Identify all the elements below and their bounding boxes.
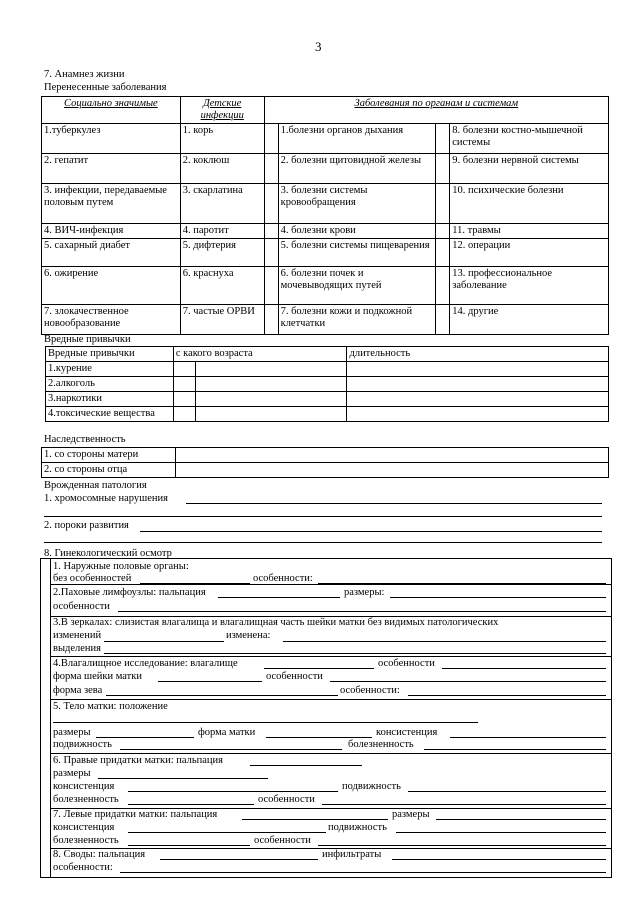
- check-cell[interactable]: [173, 392, 195, 407]
- changed-field[interactable]: [283, 641, 606, 642]
- section7-title: 7. Анамнез жизни: [44, 69, 125, 80]
- diseases-table: [41, 96, 609, 335]
- lymph-size-label: размеры:: [344, 587, 385, 598]
- discharge-label: выделения: [53, 643, 101, 654]
- cell-organ: 3. болезни системы кровообращения: [278, 184, 436, 224]
- check-cell[interactable]: [173, 377, 195, 392]
- table-row: [42, 184, 609, 224]
- duration-cell[interactable]: [347, 377, 609, 392]
- uterus-pain-field[interactable]: [424, 749, 606, 750]
- left-adnexa-features-field[interactable]: [318, 845, 606, 846]
- table-row: [46, 392, 609, 407]
- habits-title: Вредные привычки: [44, 334, 131, 345]
- discharge-field[interactable]: [104, 653, 606, 654]
- speculum-label: 3.В зеркалах: слизистая влагалища и влагалищная часть шейки матки без видимых патологических: [53, 617, 499, 628]
- check-cell[interactable]: [264, 124, 278, 154]
- check-cell[interactable]: [264, 239, 278, 267]
- cell-organ2: 11. травмы: [450, 224, 609, 239]
- uterus-position-field[interactable]: [53, 722, 478, 723]
- section7-subtitle: Перенесенные заболевания: [44, 82, 167, 93]
- cell-organ2: 12. операции: [450, 239, 609, 267]
- os-features-field[interactable]: [408, 695, 606, 696]
- check-cell[interactable]: [264, 154, 278, 184]
- right-adnexa-features-field[interactable]: [322, 804, 606, 805]
- lymph-features-field[interactable]: [118, 611, 606, 612]
- habits-header-name: Вредные привычки: [46, 347, 174, 362]
- vagina-features-label: особенности: [378, 658, 435, 669]
- duration-cell[interactable]: [347, 392, 609, 407]
- lymph-size-field[interactable]: [390, 597, 606, 598]
- cell-organ: 2. болезни щитовидной железы: [278, 154, 436, 184]
- fornix-label: 8. Своды: пальпация: [53, 849, 146, 860]
- left-adnexa-pain-field[interactable]: [128, 845, 250, 846]
- header-social: Социально значимые: [42, 97, 181, 124]
- vaginal-exam-label: 4.Влагалищное исследование: влагалище: [53, 658, 238, 669]
- habit-label: 3.наркотики: [46, 392, 174, 407]
- check-cell[interactable]: [173, 407, 195, 422]
- right-adnexa-consistency-field[interactable]: [128, 791, 338, 792]
- congenital-title: Врожденная патология: [44, 480, 147, 491]
- check-cell[interactable]: [264, 267, 278, 305]
- check-cell[interactable]: [173, 362, 195, 377]
- check-cell[interactable]: [436, 184, 450, 224]
- cell-organ: 5. болезни системы пищеварения: [278, 239, 436, 267]
- cell-organ: 4. болезни крови: [278, 224, 436, 239]
- age-cell[interactable]: [195, 377, 347, 392]
- malformation-field[interactable]: [140, 531, 602, 532]
- fornix-features-field[interactable]: [120, 872, 606, 873]
- section8-title: 8. Гинекологический осмотр: [44, 548, 172, 559]
- cell-child: 4. паротит: [180, 224, 264, 239]
- cell-organ2: 9. болезни нервной системы: [450, 154, 609, 184]
- check-cell[interactable]: [264, 224, 278, 239]
- right-adnexa-mobility-label: подвижность: [342, 781, 401, 792]
- table-row: [42, 305, 609, 335]
- habits-header-age: с какого возраста: [173, 347, 347, 362]
- table-row: [42, 224, 609, 239]
- external-organs-field[interactable]: [140, 583, 250, 584]
- uterus-form-label: форма матки: [198, 727, 256, 738]
- habit-label: 2.алкоголь: [46, 377, 174, 392]
- congenital-item1: 1. хромосомные нарушения: [44, 493, 168, 504]
- cell-child: 2. коклюш: [180, 154, 264, 184]
- table-row: [42, 154, 609, 184]
- os-form-field[interactable]: [106, 695, 338, 696]
- no-changes-field[interactable]: [104, 641, 224, 642]
- check-cell[interactable]: [436, 267, 450, 305]
- heredity-father-value[interactable]: [175, 463, 608, 478]
- right-adnexa-size-label: размеры: [53, 768, 91, 779]
- uterus-size-field[interactable]: [96, 737, 194, 738]
- left-adnexa-mobility-label: подвижность: [328, 822, 387, 833]
- heredity-mother: 1. со стороны матери: [42, 448, 176, 463]
- cell-organ2: 13. профессиональное заболевание: [450, 267, 609, 305]
- check-cell[interactable]: [436, 124, 450, 154]
- age-cell[interactable]: [195, 392, 347, 407]
- no-features-label: без особенностей: [53, 573, 132, 584]
- age-cell[interactable]: [195, 362, 347, 377]
- habit-label: 1.курение: [46, 362, 174, 377]
- right-adnexa-mobility-field[interactable]: [408, 791, 606, 792]
- cervix-features-label: особенности: [266, 671, 323, 682]
- cervix-features-field[interactable]: [330, 681, 606, 682]
- age-cell[interactable]: [195, 407, 347, 422]
- cell-social: 5. сахарный диабет: [42, 239, 181, 267]
- chromosome-field[interactable]: [186, 503, 602, 504]
- cell-child: 6. краснуха: [180, 267, 264, 305]
- page-number: 3: [315, 39, 322, 54]
- lymph-palpation-field[interactable]: [218, 597, 340, 598]
- left-adnexa-consistency-label: консистенция: [53, 822, 115, 833]
- cervix-form-field[interactable]: [158, 681, 262, 682]
- table-row: [42, 448, 609, 463]
- habits-table: [45, 346, 609, 422]
- vagina-features-field[interactable]: [442, 668, 606, 669]
- table-row: [42, 239, 609, 267]
- cell-social: 3. инфекции, передаваемые половым путем: [42, 184, 181, 224]
- check-cell[interactable]: [436, 305, 450, 335]
- left-adnexa-label: 7. Левые придатки матки: пальпация: [53, 809, 218, 820]
- uterus-body-label: 5. Тело матки: положение: [53, 701, 168, 712]
- uterus-mobility-field[interactable]: [120, 749, 342, 750]
- habits-header-duration: длительность: [347, 347, 609, 362]
- cell-social: 6. ожирение: [42, 267, 181, 305]
- os-form-label: форма зева: [53, 685, 103, 696]
- infiltrates-label: инфильтраты: [322, 849, 382, 860]
- changed-label: изменена:: [226, 630, 271, 641]
- heredity-mother-value[interactable]: [175, 448, 608, 463]
- table-row: [42, 267, 609, 305]
- right-adnexa-pain-label: болезненность: [53, 794, 119, 805]
- table-row: [46, 362, 609, 377]
- left-adnexa-features-label: особенности: [254, 835, 311, 846]
- cell-organ: 7. болезни кожи и подкожной клетчатки: [278, 305, 436, 335]
- cell-social: 4. ВИЧ-инфекция: [42, 224, 181, 239]
- left-adnexa-palpation-field[interactable]: [242, 819, 388, 820]
- right-adnexa-consistency-label: консистенция: [53, 781, 115, 792]
- cell-organ: 1.болезни органов дыхания: [278, 124, 436, 154]
- features-label: особенности:: [253, 573, 313, 584]
- external-features-field[interactable]: [318, 583, 606, 584]
- check-cell[interactable]: [436, 224, 450, 239]
- cervix-form-label: форма шейки матки: [53, 671, 142, 682]
- congenital-item2: 2. пороки развития: [44, 520, 129, 531]
- lymph-nodes-label: 2.Паховые лимфоузлы: пальпация: [53, 587, 206, 598]
- heredity-table: [41, 447, 609, 478]
- table-row: [46, 407, 609, 422]
- lymph-features-label: особенности: [53, 601, 110, 612]
- uterus-size-label: размеры: [53, 727, 91, 738]
- left-adnexa-consistency-field[interactable]: [128, 832, 326, 833]
- right-adnexa-palpation-field[interactable]: [250, 765, 362, 766]
- uterus-consistency-field[interactable]: [450, 737, 606, 738]
- cell-social: 2. гепатит: [42, 154, 181, 184]
- table-row: [42, 463, 609, 478]
- fornix-palpation-field[interactable]: [160, 859, 318, 860]
- heredity-title: Наследственность: [44, 434, 126, 445]
- uterus-mobility-label: подвижность: [53, 739, 112, 750]
- check-cell[interactable]: [264, 305, 278, 335]
- header-childhood: Детские инфекции: [180, 97, 264, 124]
- vagina-field[interactable]: [264, 668, 374, 669]
- cell-organ2: 10. психические болезни: [450, 184, 609, 224]
- cell-child: 3. скарлатина: [180, 184, 264, 224]
- uterus-pain-label: болезненность: [348, 739, 414, 750]
- external-organs-label: 1. Наружные половые органы:: [53, 561, 189, 572]
- right-adnexa-label: 6. Правые придатки матки: пальпация: [53, 755, 224, 766]
- uterus-consistency-label: консистенция: [376, 727, 438, 738]
- malformation-field-line2[interactable]: [44, 542, 602, 543]
- os-features-label: особенности:: [340, 685, 400, 696]
- check-cell[interactable]: [436, 154, 450, 184]
- cell-child: 1. корь: [180, 124, 264, 154]
- check-cell[interactable]: [436, 239, 450, 267]
- header-organs: Заболевания по органам и системам: [264, 97, 608, 124]
- left-adnexa-size-field[interactable]: [436, 819, 606, 820]
- changes-label: изменений: [53, 630, 102, 641]
- duration-cell[interactable]: [347, 362, 609, 377]
- right-adnexa-features-label: особенности: [258, 794, 315, 805]
- check-cell[interactable]: [264, 184, 278, 224]
- left-adnexa-size-label: размеры: [392, 809, 430, 820]
- cell-social: 7. злокачественное новообразование: [42, 305, 181, 335]
- cell-child: 5. дифтерия: [180, 239, 264, 267]
- cell-organ2: 14. другие: [450, 305, 609, 335]
- cell-organ: 6. болезни почек и мочевыводящих путей: [278, 267, 436, 305]
- duration-cell[interactable]: [347, 407, 609, 422]
- right-adnexa-size-field[interactable]: [98, 778, 268, 779]
- uterus-form-field[interactable]: [266, 737, 372, 738]
- habit-label: 4.токсические вещества: [46, 407, 174, 422]
- cell-social: 1.туберкулез: [42, 124, 181, 154]
- cell-organ2: 8. болезни костно-мышечной системы: [450, 124, 609, 154]
- chromosome-field-line2[interactable]: [44, 516, 602, 517]
- table-row: [42, 124, 609, 154]
- right-adnexa-pain-field[interactable]: [128, 804, 254, 805]
- left-adnexa-pain-label: болезненность: [53, 835, 119, 846]
- left-adnexa-mobility-field[interactable]: [396, 832, 606, 833]
- table-row: [46, 377, 609, 392]
- infiltrates-field[interactable]: [392, 859, 606, 860]
- heredity-father: 2. со стороны отца: [42, 463, 176, 478]
- fornix-features-label: особенности:: [53, 862, 113, 873]
- cell-child: 7. частые ОРВИ: [180, 305, 264, 335]
